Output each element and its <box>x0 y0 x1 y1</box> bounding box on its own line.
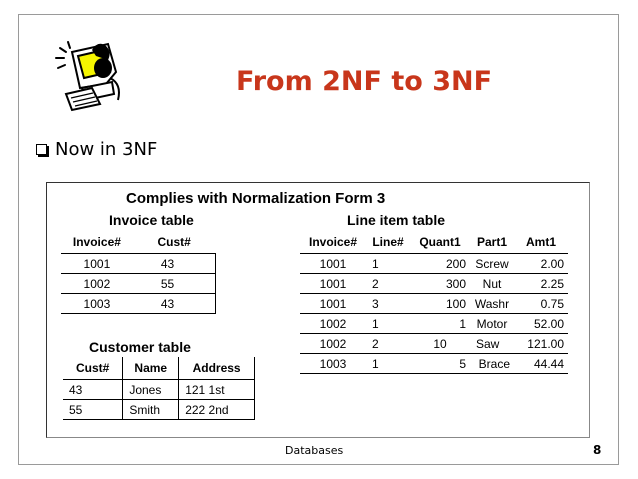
line-item-table <box>300 231 568 374</box>
table-cell: 10 <box>410 334 470 354</box>
table-cell: Smith <box>123 400 179 420</box>
table-cell: 1 <box>366 314 410 334</box>
table-cell: 55 <box>133 274 216 294</box>
column-header: Amt1 <box>525 235 556 249</box>
table-cell: 1003 <box>300 354 366 374</box>
table-cell: Saw <box>470 334 514 354</box>
table-cell: 1001 <box>300 274 366 294</box>
table-row <box>61 254 216 274</box>
table-cell: 44.44 <box>514 354 568 374</box>
table-row <box>63 380 255 400</box>
table-cell: 300 <box>410 274 470 294</box>
column-header: Cust# <box>63 357 123 380</box>
column-header: Quant1 <box>419 235 461 249</box>
normalization-figure <box>46 182 590 438</box>
table-cell: Washr <box>470 294 514 314</box>
table-cell: Brace <box>470 354 514 374</box>
page-number: 8 <box>593 443 602 457</box>
table-cell: 43 <box>63 380 123 400</box>
table-cell: 1 <box>410 314 470 334</box>
table-row <box>300 274 568 294</box>
column-header: Part1 <box>476 235 508 249</box>
table-row <box>300 354 568 374</box>
table-cell: 43 <box>133 294 216 314</box>
table-cell: Screw <box>470 254 514 274</box>
figure-heading: Complies with Normalization Form 3 <box>126 190 386 207</box>
table-cell: 2.25 <box>514 274 568 294</box>
bullet-item <box>36 139 157 160</box>
column-header: Address <box>179 357 255 380</box>
invoice-table-caption: Invoice table <box>109 212 194 228</box>
table-cell: 200 <box>410 254 470 274</box>
table-cell: 0.75 <box>514 294 568 314</box>
invoice-table <box>61 231 216 314</box>
table-cell: 5 <box>410 354 470 374</box>
customer-table <box>63 357 255 420</box>
table-cell: 1001 <box>300 254 366 274</box>
table-cell: 222 2nd <box>179 400 255 420</box>
table-row <box>300 334 568 354</box>
customer-table-caption: Customer table <box>89 339 191 355</box>
table-cell: Jones <box>123 380 179 400</box>
footer-text: Databases <box>285 444 344 457</box>
slide-title: From 2NF to 3NF <box>236 66 493 97</box>
table-cell: 55 <box>63 400 123 420</box>
table-row <box>300 254 568 274</box>
table-cell: Nut <box>470 274 514 294</box>
table-cell: 2 <box>366 334 410 354</box>
column-header: Cust# <box>157 235 191 249</box>
line-item-table-caption: Line item table <box>347 212 446 228</box>
table-cell: 121.00 <box>514 334 568 354</box>
table-row <box>300 294 568 314</box>
table-cell: 52.00 <box>514 314 568 334</box>
table-cell: 1002 <box>300 314 366 334</box>
table-cell: 1003 <box>61 294 133 314</box>
table-cell: 1 <box>366 254 410 274</box>
column-header: Name <box>123 357 179 380</box>
table-cell: 43 <box>133 254 216 274</box>
table-cell: 2 <box>366 274 410 294</box>
table-row <box>61 274 216 294</box>
table-row <box>300 314 568 334</box>
table-cell: 3 <box>366 294 410 314</box>
bullet-text: Now in 3NF <box>55 139 158 160</box>
table-cell: 1001 <box>61 254 133 274</box>
column-header: Line# <box>372 235 404 249</box>
table-cell: 1001 <box>300 294 366 314</box>
table-cell: Motor <box>470 314 514 334</box>
table-row <box>63 400 255 420</box>
table-row <box>61 294 216 314</box>
table-cell: 121 1st <box>179 380 255 400</box>
table-cell: 2.00 <box>514 254 568 274</box>
table-cell: 100 <box>410 294 470 314</box>
column-header: Invoice# <box>72 235 121 249</box>
table-cell: 1 <box>366 354 410 374</box>
table-cell: 1002 <box>61 274 133 294</box>
table-cell: 1002 <box>300 334 366 354</box>
column-header: Invoice# <box>308 235 358 249</box>
checkbox-bullet-icon <box>36 144 47 155</box>
computer-user-clipart-icon <box>52 38 132 114</box>
